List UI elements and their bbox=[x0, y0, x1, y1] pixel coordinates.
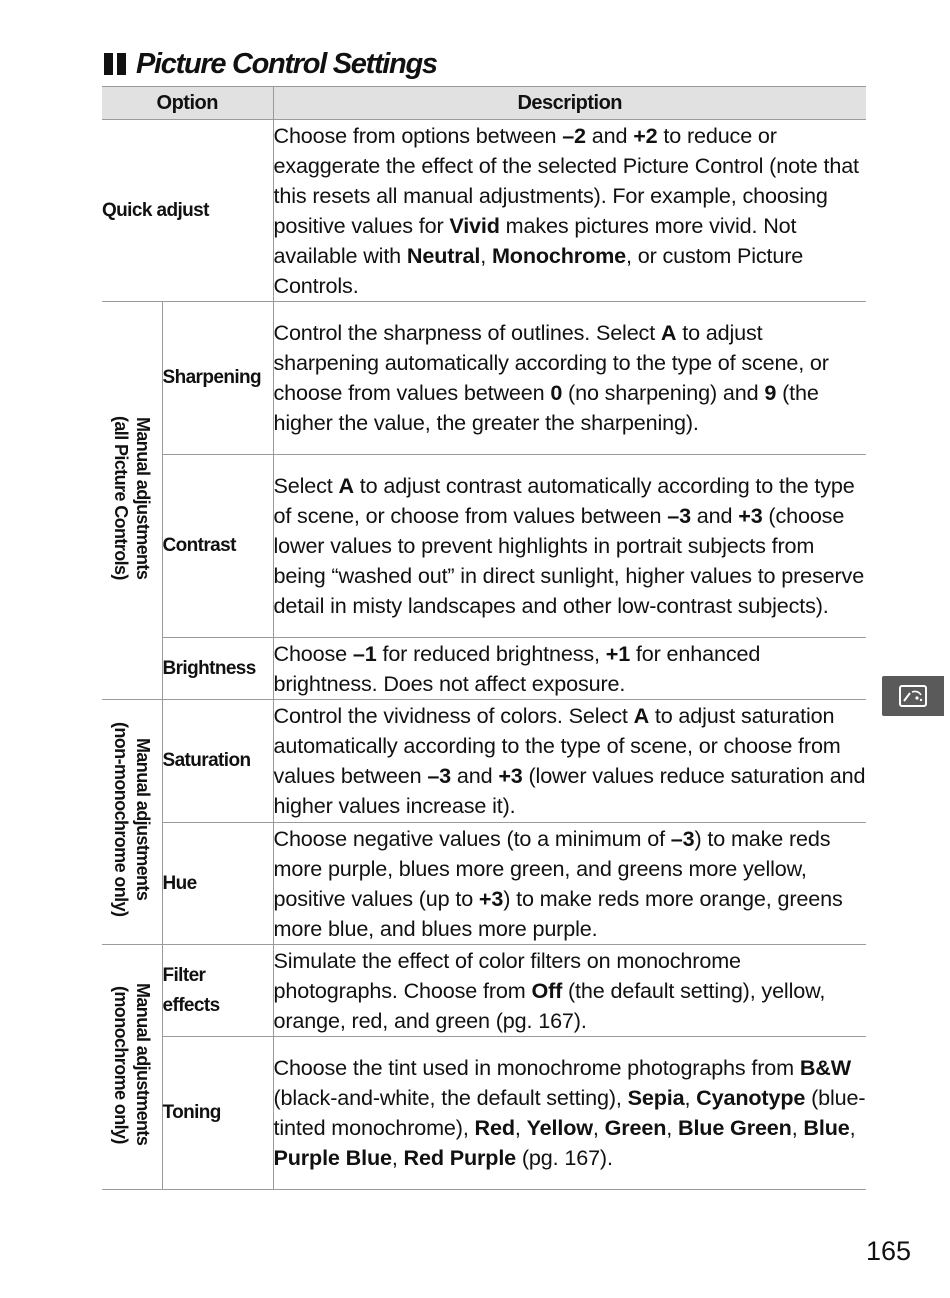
option-label-line2: effects bbox=[162, 994, 220, 1016]
table-row-brightness bbox=[102, 638, 866, 700]
value: Purple Blue bbox=[273, 1145, 392, 1170]
group-label-line1: Manual adjustments bbox=[132, 416, 153, 580]
heading-marker bbox=[117, 53, 126, 75]
value: +3 bbox=[498, 763, 523, 788]
table-row-saturation bbox=[102, 700, 866, 823]
value: Green bbox=[604, 1115, 667, 1140]
option-label-line1: Filter bbox=[162, 964, 206, 986]
text: ) to make reds more orange, greens more blue, and blues more purple. bbox=[273, 885, 843, 941]
value: +3 bbox=[478, 885, 504, 911]
value: +2 bbox=[633, 122, 658, 148]
value: A bbox=[660, 320, 677, 345]
text: , or custom Picture Controls. bbox=[273, 242, 804, 298]
description-filter-effects bbox=[273, 945, 866, 1037]
value: –3 bbox=[670, 825, 695, 851]
text: to reduce or exaggerate the effect of the selected Picture Control (note that this resets all manual adjustments). For example, choosing positive values for bbox=[273, 122, 859, 238]
text: (the higher the value, the greater the sharpening). bbox=[273, 380, 819, 435]
group-all-picture-controls bbox=[102, 302, 162, 700]
value: Monochrome bbox=[491, 242, 627, 268]
text: Choose the tint used in monochrome photographs from bbox=[273, 1055, 800, 1080]
text: , bbox=[849, 1115, 856, 1140]
text: Choose from options between bbox=[273, 122, 563, 148]
group-label bbox=[110, 416, 154, 580]
option-hue: Hue bbox=[162, 823, 273, 945]
text: , bbox=[480, 242, 492, 268]
text: (no sharpening) and bbox=[562, 380, 765, 405]
group-label bbox=[110, 722, 154, 916]
description-contrast bbox=[273, 455, 866, 638]
chapter-tab[interactable] bbox=[882, 676, 944, 716]
text: Simulate the effect of color filters on monochrome photographs. Choose from bbox=[273, 947, 741, 1003]
text: (lower values reduce saturation and higher values increase it). bbox=[273, 763, 866, 818]
text: Choose negative values (to a minimum of bbox=[273, 825, 671, 851]
value: +1 bbox=[605, 640, 631, 666]
group-label-line2: (all Picture Controls) bbox=[110, 416, 131, 580]
text: for reduced brightness, bbox=[376, 640, 606, 666]
value: B&W bbox=[799, 1055, 851, 1080]
text: to adjust saturation automatically according to the type of scene, or choose from values between bbox=[273, 703, 841, 788]
value: –2 bbox=[562, 122, 586, 148]
text: , bbox=[684, 1085, 697, 1110]
description-brightness bbox=[273, 638, 866, 700]
page-number: 165 bbox=[866, 1236, 912, 1266]
text: , bbox=[592, 1115, 605, 1140]
value: Blue Green bbox=[678, 1115, 792, 1140]
table-row-toning bbox=[102, 1037, 866, 1190]
group-label-line1: Manual adjustments bbox=[132, 738, 153, 901]
text: for enhanced brightness. Does not affect exposure. bbox=[273, 640, 761, 696]
description-hue bbox=[273, 823, 866, 945]
column-header-description: Description bbox=[273, 87, 866, 120]
text: (pg. 167). bbox=[516, 1145, 613, 1170]
section-heading bbox=[104, 46, 437, 82]
text: (the default setting), yellow, orange, red, and green (pg. 167). bbox=[273, 977, 826, 1033]
text: makes pictures more vivid. Not available with bbox=[273, 212, 797, 268]
option-toning: Toning bbox=[162, 1037, 273, 1190]
group-label-line2: (monochrome only) bbox=[110, 985, 131, 1144]
text: , bbox=[391, 1145, 404, 1170]
heading-marker bbox=[104, 53, 113, 75]
option-sharpening: Sharpening bbox=[162, 302, 273, 455]
text: (choose lower values to prevent highlights in portrait subjects from being “washed out” in direct sunlight, higher values to preserve detail in misty landscapes and other low-contrast subjects). bbox=[273, 503, 865, 618]
description-toning bbox=[273, 1037, 866, 1190]
value: A bbox=[338, 473, 354, 498]
value: Red Purple bbox=[403, 1145, 517, 1170]
value: Blue bbox=[803, 1115, 850, 1140]
text: Choose bbox=[273, 640, 353, 666]
value: –3 bbox=[427, 763, 452, 788]
table-row-hue bbox=[102, 823, 866, 945]
description-sharpening bbox=[273, 302, 866, 455]
column-header-option: Option bbox=[102, 87, 273, 120]
value: Yellow bbox=[526, 1115, 593, 1140]
value: Vivid bbox=[449, 212, 500, 238]
text: to adjust contrast automatically according to the type of scene, or choose from values between bbox=[273, 473, 855, 528]
text: to adjust sharpening automatically according to the type of scene, or choose from values between bbox=[273, 320, 829, 405]
text: , bbox=[514, 1115, 527, 1140]
value: +3 bbox=[738, 503, 763, 528]
text: and bbox=[690, 503, 739, 528]
value: Neutral bbox=[406, 242, 481, 268]
settings-table bbox=[102, 86, 866, 1190]
option-filter-effects bbox=[162, 945, 273, 1037]
value: –3 bbox=[667, 503, 691, 528]
value: A bbox=[633, 703, 650, 728]
value: Off bbox=[531, 977, 563, 1003]
value: Red bbox=[474, 1115, 515, 1140]
group-label-line2: (non-monochrome only) bbox=[110, 722, 131, 917]
text: ) to make reds more purple, blues more green, and greens more yellow, positive values (up to bbox=[273, 825, 831, 911]
description-saturation bbox=[273, 700, 866, 823]
text: Control the vividness of colors. Select bbox=[273, 703, 634, 728]
option-contrast: Contrast bbox=[162, 455, 273, 638]
option-brightness: Brightness bbox=[162, 638, 273, 700]
value: –1 bbox=[352, 640, 377, 666]
option-quick-adjust: Quick adjust bbox=[102, 120, 273, 302]
group-monochrome bbox=[102, 945, 162, 1190]
group-non-monochrome bbox=[102, 700, 162, 945]
text: (blue-tinted monochrome), bbox=[273, 1085, 866, 1140]
value: Cyanotype bbox=[696, 1085, 806, 1110]
value: 0 bbox=[550, 380, 563, 405]
value: Sepia bbox=[627, 1085, 685, 1110]
text: and bbox=[585, 122, 634, 148]
table-row-sharpening bbox=[102, 302, 866, 455]
table-row-filter-effects bbox=[102, 945, 866, 1037]
heading-title: Picture Control Settings bbox=[136, 47, 437, 80]
text: , bbox=[666, 1115, 678, 1140]
text: , bbox=[791, 1115, 804, 1140]
group-label-line1: Manual adjustments bbox=[132, 983, 153, 1146]
description-quick-adjust bbox=[273, 120, 866, 302]
table-row-quick-adjust bbox=[102, 120, 866, 302]
option-saturation: Saturation bbox=[162, 700, 273, 823]
text: Control the sharpness of outlines. Select bbox=[273, 320, 661, 345]
text: and bbox=[451, 763, 499, 788]
picture-control-icon bbox=[898, 684, 928, 708]
text: Select bbox=[273, 473, 339, 498]
value: 9 bbox=[764, 380, 777, 405]
table-row-contrast bbox=[102, 455, 866, 638]
text: (black-and-white, the default setting), bbox=[273, 1085, 628, 1110]
table-header-row bbox=[102, 87, 866, 120]
group-label bbox=[110, 983, 154, 1145]
